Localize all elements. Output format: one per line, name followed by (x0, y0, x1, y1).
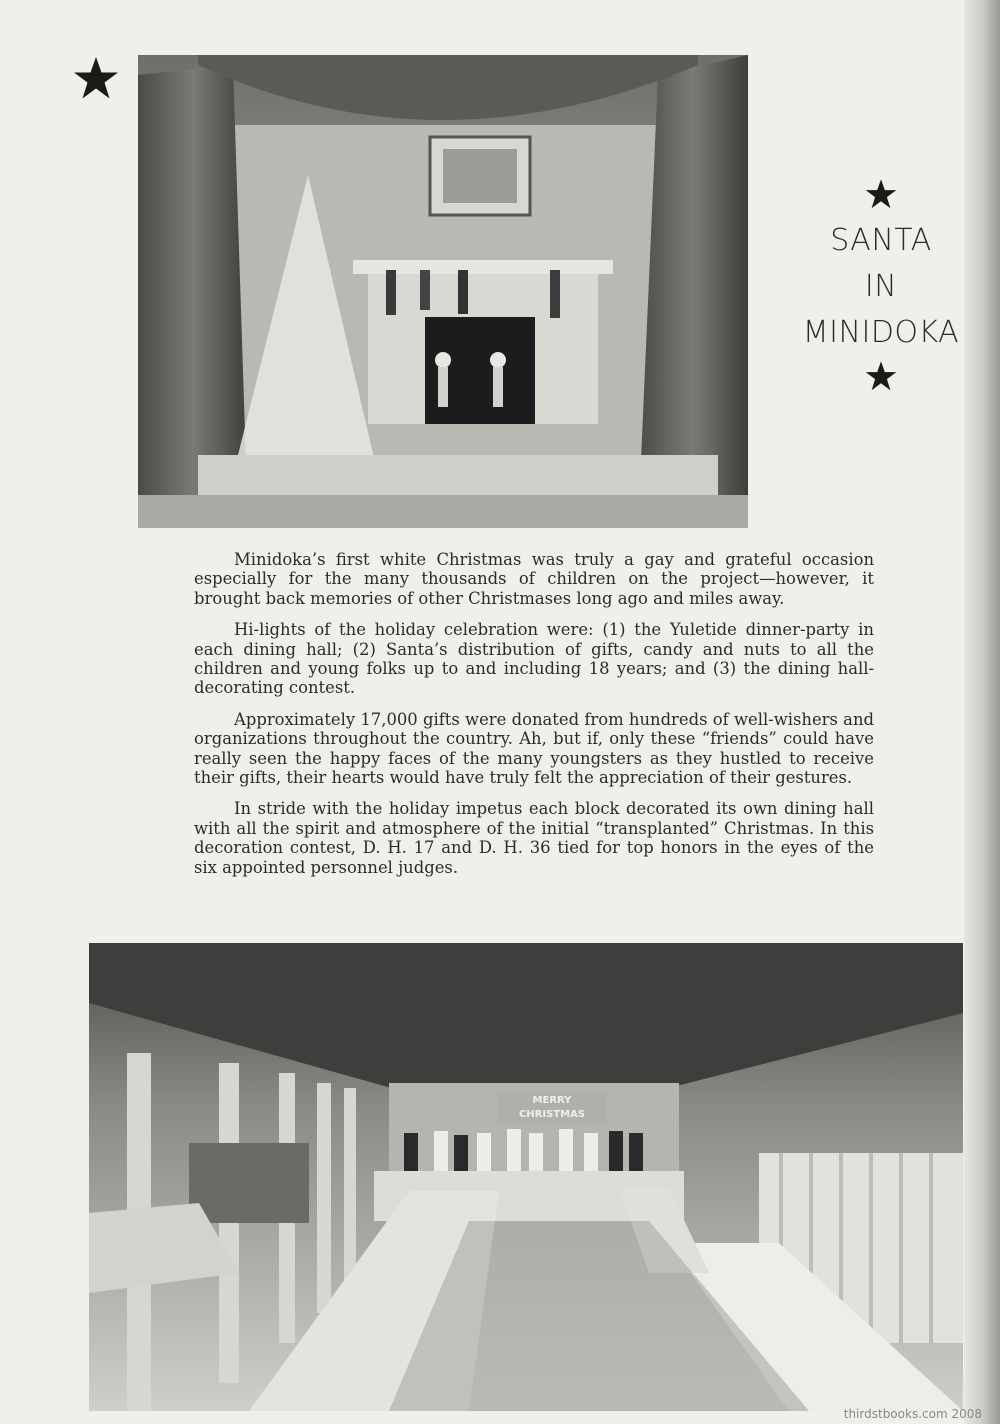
paragraph-4: In stride with the holiday impetus each block decorated its own dining hall with all the spirit and atmosphere of the initial “transplanted” Christmas. In this decoration contest, D. H. 17 and D. H. 36 tied for top honors in the eyes of the six appointed personnel judges. (194, 799, 874, 877)
title-line-2: IN (864, 269, 898, 304)
christmas-sign-text: CHRISTMAS (518, 1109, 586, 1120)
title-line-1: SANTA (830, 223, 932, 258)
star-icon (72, 55, 120, 101)
star-icon (864, 360, 898, 392)
page-title (790, 218, 972, 356)
fireplace-christmas-photo (138, 55, 748, 528)
title-line-3: MINIDOKA (802, 315, 960, 350)
merry-sign-text: MERRY (532, 1095, 572, 1106)
star-icon (864, 178, 898, 210)
paragraph-1: Minidoka’s first white Christmas was truly a gay and grateful occasion especially for the many thousands of children on the project—however, it brought back memories of other Christmases long ago and miles away. (194, 550, 874, 608)
page-edge-shadow (964, 0, 1000, 1424)
watermark: thirdstbooks.com 2008 (843, 1407, 982, 1421)
paragraph-3: Approximately 17,000 gifts were donated from hundreds of well-wishers and organizations throughout the country. Ah, but if, only these “friends” could have really seen the happy faces of the many youngsters as they hustled to receive their gifts, their hearts would have truly felt the appreciation of their gestures. (194, 709, 874, 788)
dining-hall-photo (89, 943, 963, 1411)
article-body (194, 550, 874, 889)
paragraph-2: Hi-lights of the holiday celebration were: (1) the Yuletide dinner-party in each dining hall; (2) Santa’s distribution of gifts, candy and nuts to all the children and young folks up to and including 18 years; and (3) the dining hall-decorating contest. (194, 620, 874, 698)
